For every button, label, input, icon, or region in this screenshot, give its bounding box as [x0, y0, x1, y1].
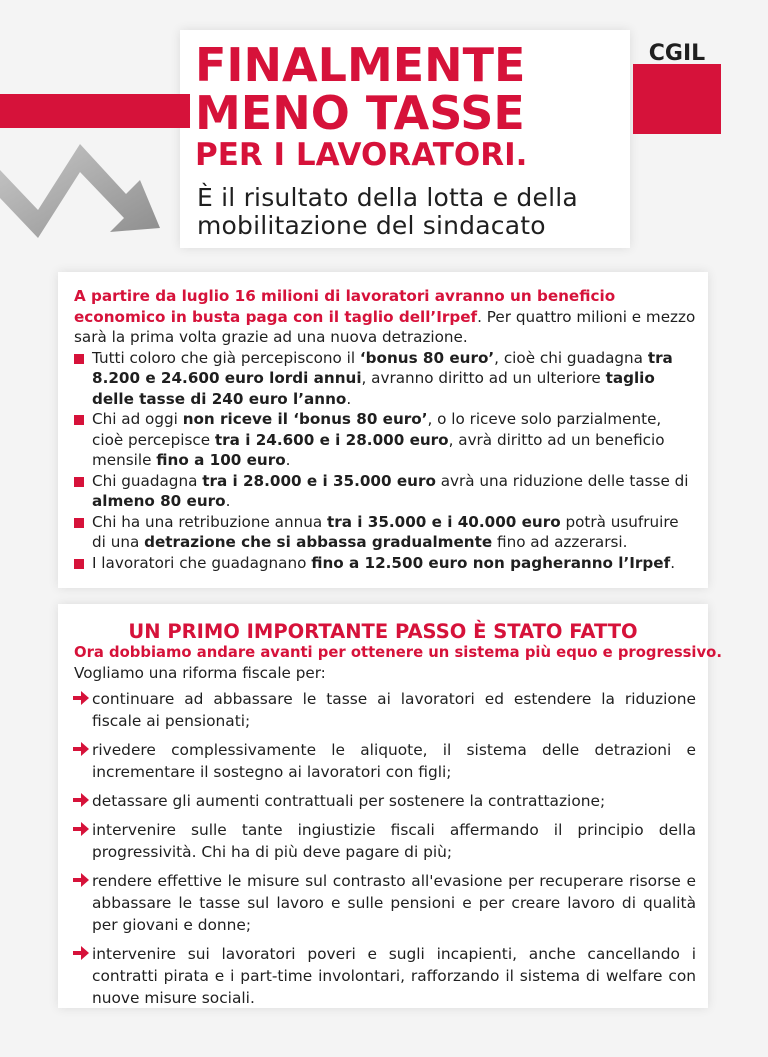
- cgil-logo: [633, 40, 721, 134]
- title-line-3: PER I LAVORATORI.: [195, 137, 528, 173]
- list-item-text: intervenire sui lavoratori poveri e sugli incapienti, anche cancellando i contratti pirata e i part-time involontari, rafforzando il sistema di welfare con nuove misure sociali.: [92, 945, 696, 1007]
- arrow-bullet-icon: [73, 822, 89, 836]
- list-item: [74, 943, 696, 1009]
- arrow-bullet-icon: [73, 742, 89, 756]
- arrow-bullet-icon: [73, 946, 89, 960]
- list-item: [74, 688, 696, 732]
- list-item: I lavoratori che guadagnano fino a 12.500 euro non pagheranno l’Irpef.: [74, 553, 696, 574]
- list-item: Chi ad oggi non riceve il ‘bonus 80 euro’, o lo riceve solo parzialmente, cioè percepisce tra i 24.600 e i 28.000 euro, avrà diritto ad un beneficio mensile fino a 100 euro.: [74, 409, 696, 471]
- list-item-text: rendere effettive le misure sul contrasto all'evasione per recuperare risorse e abbassare le tasse sul lavoro e sulle pensioni e per creare lavoro di qualità per giovani e donne;: [92, 872, 696, 934]
- intro-section: [74, 286, 696, 573]
- section-subheading: Ora dobbiamo andare avanti per ottenere un sistema più equo e progressivo.: [74, 644, 722, 661]
- list-item-text: continuare ad abbassare le tasse ai lavoratori ed estendere la riduzione fiscale ai pensionati;: [92, 690, 696, 730]
- square-bullet-icon: [74, 477, 84, 487]
- list-item: [74, 790, 696, 812]
- square-bullet-icon: [74, 354, 84, 364]
- square-bullet-icon: [74, 559, 84, 569]
- subtitle-line-1: È il risultato della lotta e della: [197, 183, 578, 212]
- list-item: [74, 819, 696, 863]
- reform-list: [74, 688, 696, 1016]
- list-item: [74, 870, 696, 936]
- title-line-1: FINALMENTE: [195, 38, 526, 92]
- list-item-text: rivedere complessivamente le aliquote, il sistema delle detrazioni e incrementare il sostegno ai lavoratori con figli;: [92, 741, 696, 781]
- list-item: [74, 739, 696, 783]
- title-line-2: MENO TASSE: [195, 86, 525, 140]
- section-heading: UN PRIMO IMPORTANTE PASSO È STATO FATTO: [128, 620, 638, 643]
- section-lead: Vogliamo una riforma fiscale per:: [74, 664, 326, 682]
- arrow-bullet-icon: [73, 691, 89, 705]
- list-item: Chi guadagna tra i 28.000 e i 35.000 euro avrà una riduzione delle tasse di almeno 80 euro.: [74, 471, 696, 512]
- arrow-bullet-icon: [73, 873, 89, 887]
- downward-arrow-icon: [0, 128, 175, 238]
- intro-paragraph: [74, 286, 696, 348]
- cgil-logo-text: CGIL: [648, 41, 706, 66]
- list-item-text: detassare gli aumenti contrattuali per sostenere la contrattazione;: [92, 792, 606, 810]
- intro-lead-text: . Per quattro milioni e mezzo sarà la prima volta grazie ad una nuova detrazione.: [74, 307, 696, 346]
- list-item: Tutti coloro che già percepiscono il ‘bonus 80 euro’, cioè chi guadagna tra 8.200 e 24.600 euro lordi annui, avranno diritto ad un ulteriore taglio delle tasse di 240 euro l’anno.: [74, 348, 696, 410]
- benefit-list: [74, 348, 696, 574]
- list-item: Chi ha una retribuzione annua tra i 35.000 e i 40.000 euro potrà usufruire di una detrazione che si abbassa gradualmente fino ad azzerarsi.: [74, 512, 696, 553]
- intro-lead-highlight: A partire da luglio 16 milioni di lavoratori avranno un beneficio economico in busta paga con il taglio dell’Irpef: [74, 287, 616, 326]
- subtitle-line-2: mobilitazione del sindacato: [197, 211, 546, 240]
- arrow-bullet-icon: [73, 793, 89, 807]
- list-item-text: intervenire sulle tante ingiustizie fiscali affermando il principio della progressività. Chi ha di più deve pagare di più;: [92, 821, 696, 861]
- square-bullet-icon: [74, 415, 84, 425]
- square-bullet-icon: [74, 518, 84, 528]
- red-band: [0, 94, 190, 128]
